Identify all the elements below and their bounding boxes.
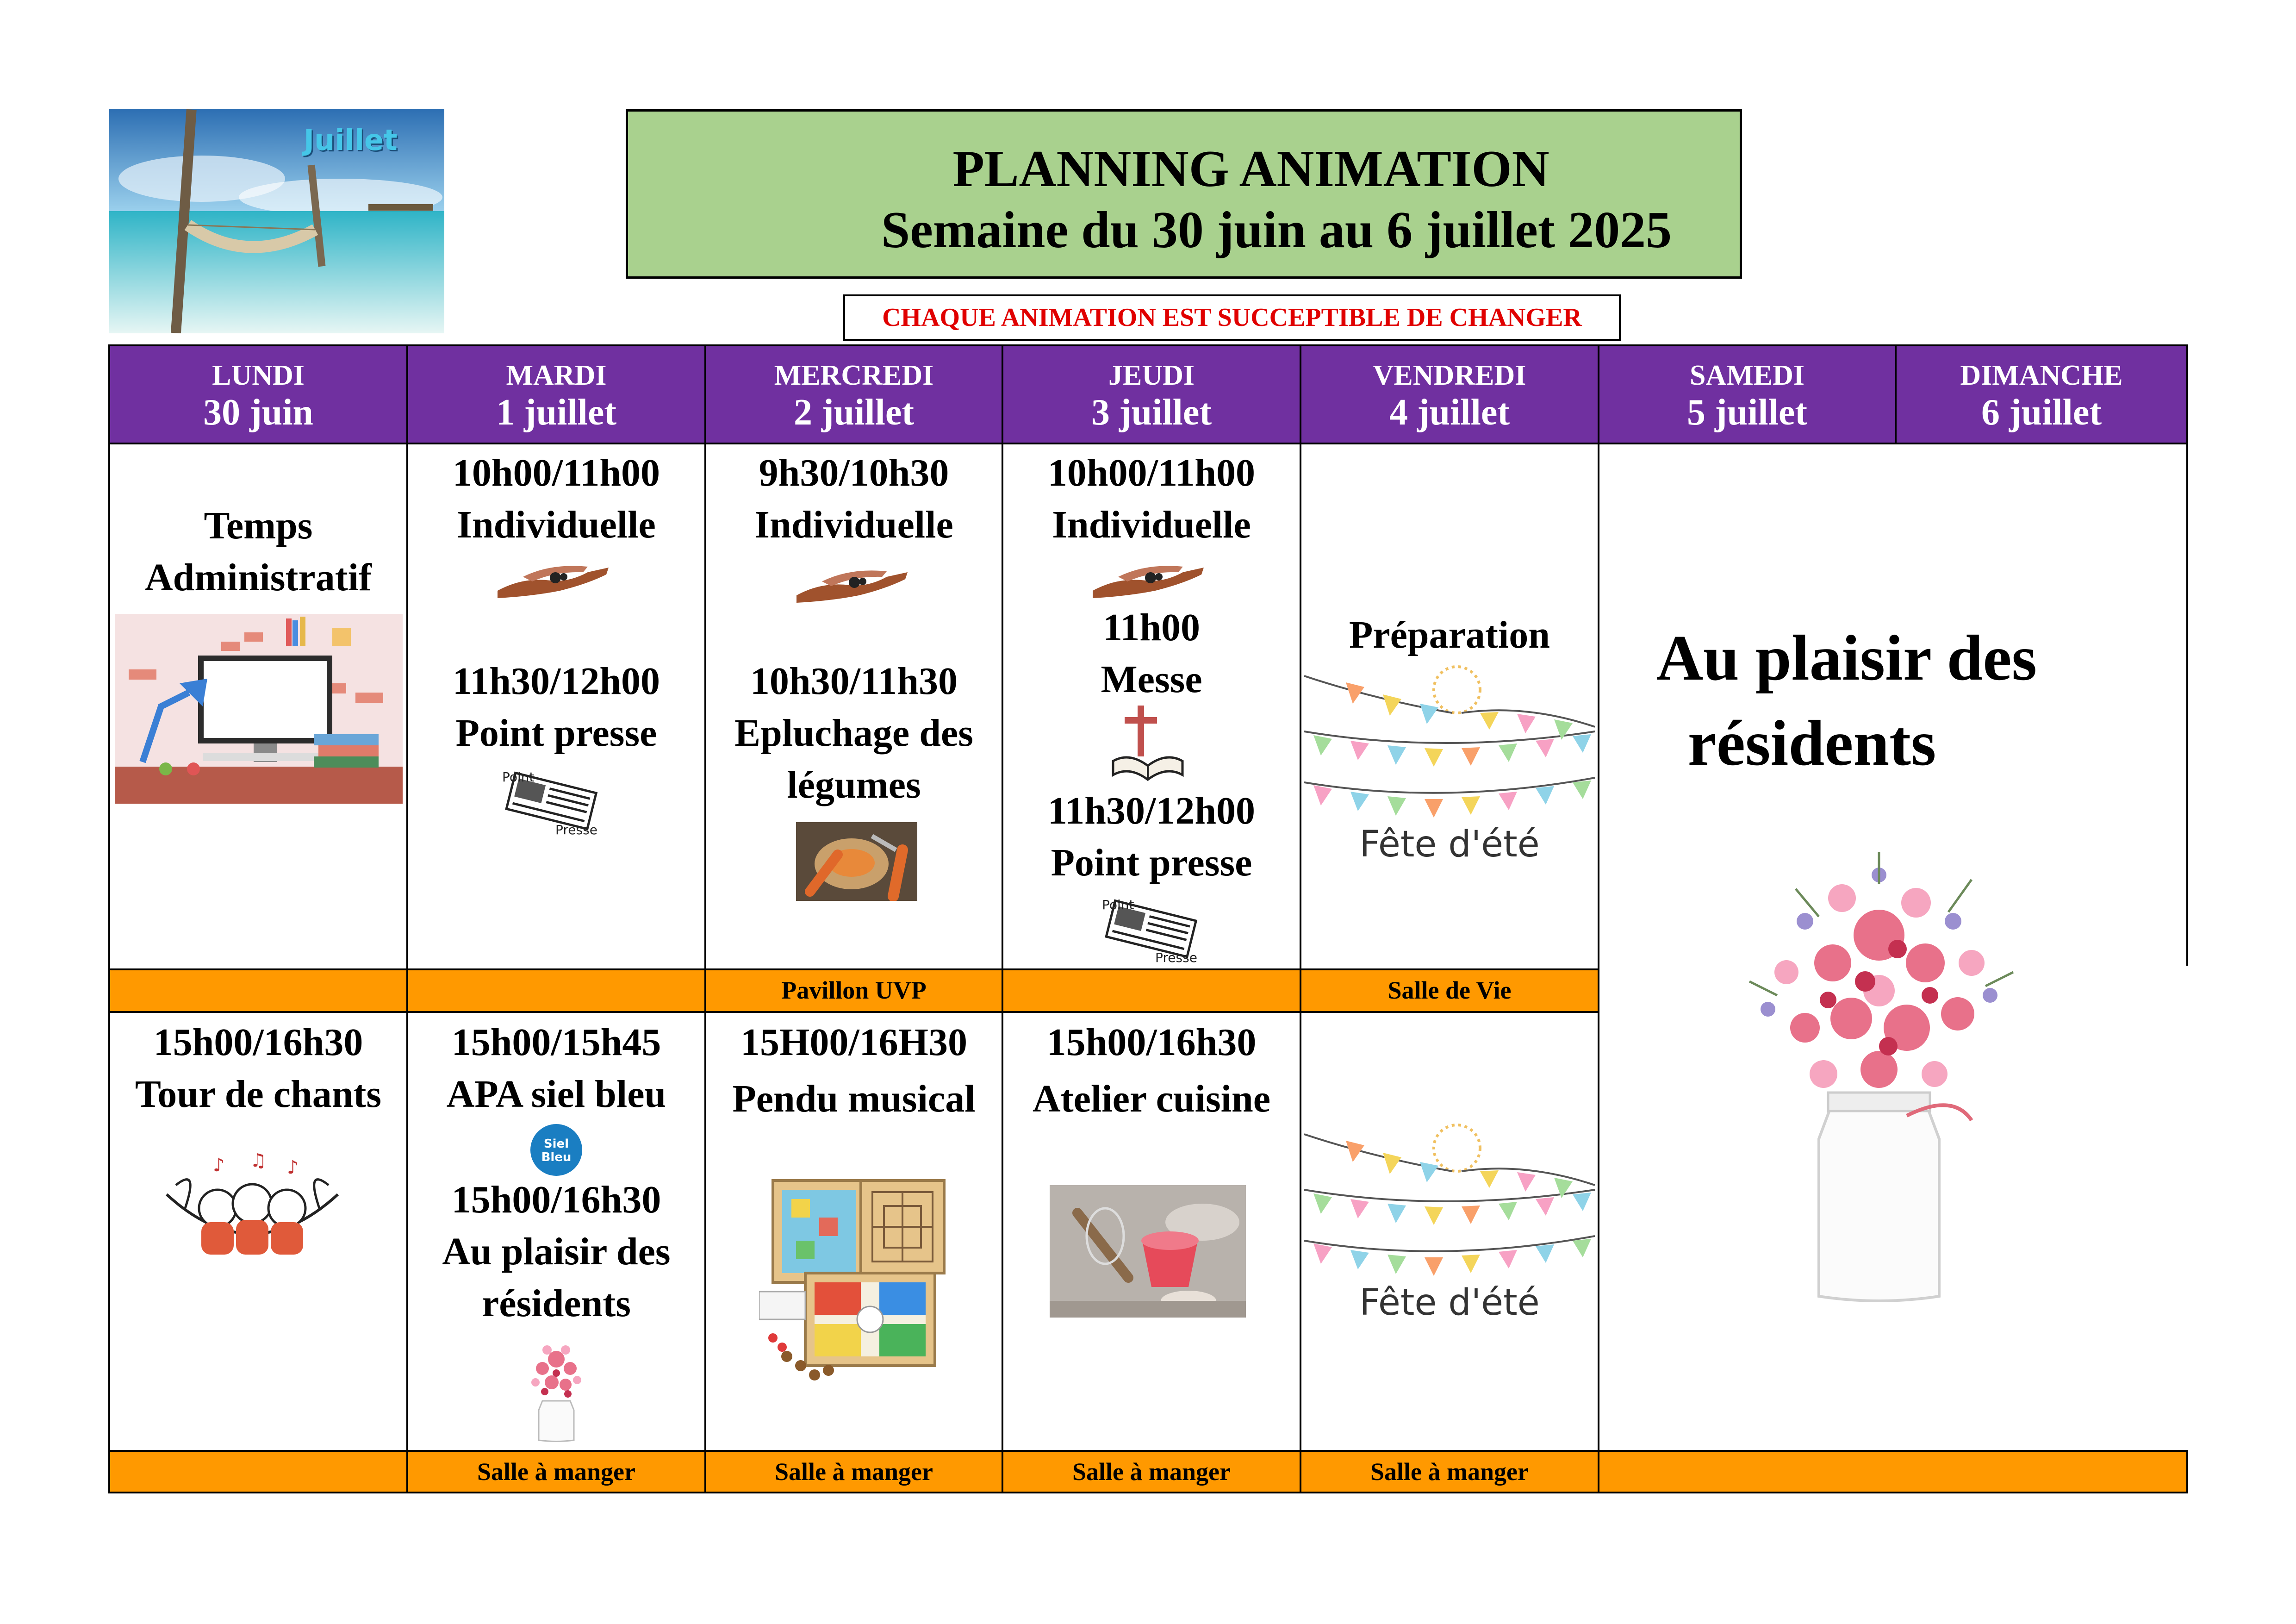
mercredi-slot-2 — [705, 656, 1002, 811]
day-header-mercredi — [705, 345, 1002, 443]
weekend-activity — [1599, 616, 2187, 786]
activity-label: résidents — [1687, 707, 1936, 779]
activity-label: Atelier cuisine — [1032, 1077, 1270, 1120]
board-games-picture — [759, 1171, 953, 1384]
day-name: SAMEDI — [1689, 360, 1805, 391]
room-label-vendredi-afternoon: Salle à manger — [1370, 1458, 1529, 1486]
activity-time: 11h00 — [1102, 606, 1201, 649]
mercredi-slot-1 — [705, 447, 1002, 551]
warning-notice: CHAQUE ANIMATION EST SUCCEPTIBLE DE CHANGER — [843, 294, 1621, 341]
fete-caption: Fête d'été — [1359, 824, 1540, 865]
day-date: 6 juillet — [1981, 392, 2102, 433]
cupcakes-picture — [1050, 1185, 1246, 1318]
jeudi-slot-2 — [1002, 602, 1300, 706]
day-header-mardi — [407, 345, 705, 443]
room-label-mercredi-morning: Pavillon UVP — [781, 976, 927, 1004]
activity-time: 15h00/16h30 — [153, 1021, 363, 1064]
newspaper-icon — [1100, 896, 1201, 966]
activity-label: Administratif — [145, 556, 372, 599]
activity-label: résidents — [482, 1282, 631, 1325]
vendredi-morning-activity — [1300, 609, 1599, 661]
activity-time: 15h00/16h30 — [1046, 1021, 1257, 1064]
lundi-morning-activity — [109, 500, 407, 604]
day-name: JEUDI — [1108, 360, 1195, 391]
day-name: MERCREDI — [774, 360, 934, 391]
day-date: 1 juillet — [496, 392, 616, 433]
activity-label: Au plaisir des — [442, 1230, 671, 1273]
lundi-afternoon-activity — [109, 1017, 407, 1120]
page-title: PLANNING ANIMATION — [952, 140, 1549, 198]
activity-label: Individuelle — [754, 503, 953, 546]
activity-time: 10h00/11h00 — [1047, 451, 1256, 494]
room-label-mardi-afternoon: Salle à manger — [477, 1458, 635, 1486]
room-label-mercredi-afternoon: Salle à manger — [775, 1458, 933, 1486]
mardi-slot-2 — [407, 656, 705, 759]
newspaper-top-text: Point — [1102, 897, 1134, 912]
cross-bible-icon — [1111, 706, 1185, 784]
activity-label: Préparation — [1349, 613, 1550, 656]
helping-hand-icon — [794, 563, 910, 605]
activity-time: 11h30/12h00 — [1047, 789, 1256, 832]
activity-label: Point presse — [1051, 841, 1252, 884]
jeudi-afternoon-slot — [1002, 1017, 1300, 1125]
activity-label: Temps — [204, 504, 313, 547]
day-header-lundi — [109, 345, 407, 443]
day-header-jeudi — [1002, 345, 1300, 443]
bunting-picture — [1304, 1120, 1595, 1333]
room-label-jeudi-afternoon: Salle à manger — [1072, 1458, 1231, 1486]
page-subtitle: Semaine du 30 juin au 6 juillet 2025 — [881, 201, 1672, 259]
day-header-dimanche — [1896, 345, 2187, 443]
activity-label: Au plaisir des — [1656, 622, 2037, 694]
activity-label: Individuelle — [1052, 503, 1251, 546]
siel-bleu-logo — [529, 1122, 584, 1178]
day-name: MARDI — [506, 360, 607, 391]
activity-label: Tour de chants — [135, 1073, 382, 1116]
office-desk-picture — [115, 614, 403, 804]
activity-label: légumes — [787, 763, 921, 806]
day-name: LUNDI — [212, 360, 305, 391]
day-header-samedi — [1599, 345, 1896, 443]
singers-picture — [157, 1153, 347, 1273]
mardi-afternoon-slot-1 — [407, 1017, 705, 1120]
activity-label: Pendu musical — [732, 1077, 976, 1120]
activity-time: 10h30/11h30 — [750, 660, 958, 703]
day-date: 2 juillet — [794, 392, 914, 433]
day-date: 3 juillet — [1091, 392, 1212, 433]
header-beach-image — [109, 109, 444, 333]
helping-hand-icon — [1090, 558, 1206, 600]
fete-caption: Fête d'été — [1359, 1282, 1540, 1324]
newspaper-icon — [500, 768, 602, 838]
helping-hand-icon — [495, 558, 611, 600]
jeudi-slot-3 — [1002, 785, 1300, 889]
newspaper-top-text: Point — [502, 769, 535, 785]
activity-label: Point presse — [455, 712, 657, 755]
activity-time: 11h30/12h00 — [452, 660, 660, 703]
activity-time: 9h30/10h30 — [759, 451, 949, 494]
flower-bouquet-picture — [1712, 796, 2046, 1305]
title-box — [626, 109, 1742, 279]
mardi-afternoon-slot-2 — [407, 1174, 705, 1330]
activity-label: Epluchage des — [734, 712, 973, 755]
logo-text: Bleu — [541, 1150, 572, 1164]
day-name: VENDREDI — [1373, 360, 1526, 391]
activity-time: 15h00/16h30 — [451, 1178, 661, 1221]
mardi-slot-1 — [407, 447, 705, 551]
day-date: 4 juillet — [1389, 392, 1510, 433]
vegetables-picture — [796, 822, 917, 901]
svg-text:♫: ♫ — [250, 1153, 267, 1171]
activity-label: Messe — [1101, 658, 1202, 701]
bunting-picture — [1304, 662, 1595, 875]
day-date: 30 juin — [203, 392, 313, 433]
day-name: DIMANCHE — [1960, 360, 2123, 391]
newspaper-bottom-text: Presse — [555, 822, 597, 837]
logo-text: Siel — [543, 1137, 569, 1151]
activity-time: 15H00/16H30 — [740, 1021, 967, 1064]
jeudi-slot-1 — [1002, 447, 1300, 551]
day-date: 5 juillet — [1687, 392, 1807, 433]
svg-text:♪: ♪ — [287, 1157, 299, 1178]
activity-time: 15h00/15h45 — [451, 1021, 661, 1064]
day-header-vendredi — [1300, 345, 1599, 443]
newspaper-bottom-text: Presse — [1155, 950, 1197, 965]
svg-text:♪: ♪ — [213, 1155, 225, 1176]
activity-time: 10h00/11h00 — [452, 451, 660, 494]
header-image-label: Juillet — [304, 123, 398, 157]
activity-label: APA siel bleu — [446, 1073, 666, 1116]
activity-label: Individuelle — [457, 503, 656, 546]
room-label-vendredi-morning: Salle de Vie — [1388, 976, 1512, 1004]
flower-bouquet-icon — [519, 1331, 593, 1443]
mercredi-afternoon-slot — [705, 1017, 1002, 1125]
